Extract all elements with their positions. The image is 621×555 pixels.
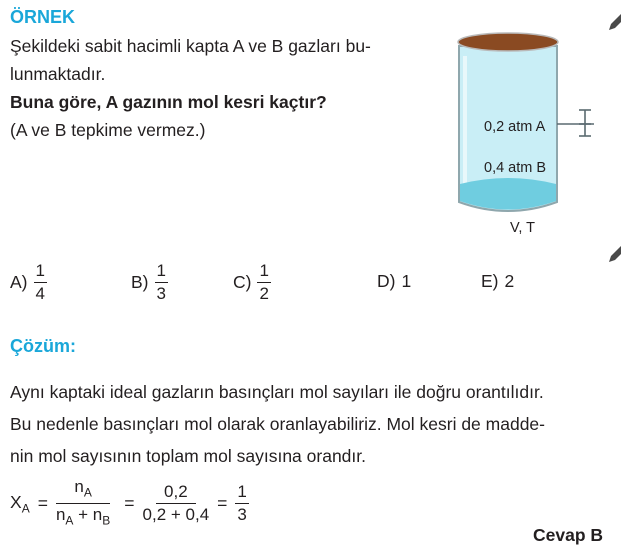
question-prompt: Buna göre, A gazının mol kesri kaçtır? — [10, 92, 327, 112]
example-heading: ÖRNEK — [10, 7, 76, 27]
question-note: (A ve B tepkime vermez.) — [10, 120, 206, 140]
option-a-letter: A) — [10, 272, 28, 292]
pen-icon — [609, 14, 621, 30]
solution-line-2: Bu nedenle basınçları mol olarak oranlayabiliriz. Mol kesri de madde- — [10, 414, 545, 434]
option-c-letter: C) — [233, 272, 252, 292]
liquid-layer — [460, 178, 556, 210]
gas-container-figure — [440, 20, 621, 240]
option-b-letter: B) — [131, 272, 149, 292]
formula-lhs: $X_A$ — [10, 492, 30, 516]
pen-icon — [609, 246, 621, 262]
option-a-fraction — [34, 262, 47, 303]
solution-heading: Çözüm: — [10, 336, 76, 356]
valve-icon — [557, 110, 594, 136]
margin-pen-icons — [601, 14, 621, 274]
gas-a-label: 0,2 atm A — [484, 119, 546, 135]
question-line-2: lunmaktadır. — [10, 64, 106, 84]
answer-label: Cevap B — [533, 525, 604, 545]
conditions-label: V, T — [510, 220, 535, 236]
formula-fraction-result: $\frac{1}{3}$ — [237, 482, 247, 525]
solution-line-1: Aynı kaptaki ideal gazların basınçları mol sayıları ile doğru orantılıdır. — [10, 382, 544, 402]
option-d[interactable] — [377, 271, 411, 292]
formula-equals-3: = — [217, 493, 228, 514]
question-line-1: Şekildeki sabit hacimli kapta A ve B gazları bu- — [10, 36, 371, 56]
option-b[interactable] — [131, 262, 168, 303]
option-c-numerator: 1 — [257, 262, 270, 283]
option-c[interactable] — [233, 262, 271, 303]
option-d-value: 1 — [401, 271, 412, 291]
option-a-numerator: 1 — [34, 262, 47, 283]
formula-equals-2: = — [124, 493, 135, 514]
option-b-fraction — [155, 262, 168, 303]
question-text — [10, 32, 371, 144]
formula-fraction-symbolic: $\frac{n_A}{n_A + n_B}$ — [55, 477, 111, 528]
option-e[interactable] — [481, 271, 514, 292]
option-c-fraction — [257, 262, 270, 303]
option-d-letter: D) — [377, 271, 396, 291]
formula-equals-1: = — [37, 493, 48, 514]
formula-fraction-numeric: $\frac{0,2}{0,2 + 0,4}$ — [142, 482, 210, 525]
gas-b-label: 0,4 atm B — [484, 160, 547, 176]
container-lid — [458, 33, 558, 51]
solution-text — [10, 376, 545, 472]
option-b-denominator: 3 — [156, 284, 166, 303]
mole-fraction-formula — [10, 478, 249, 530]
option-a-denominator: 4 — [35, 284, 45, 303]
option-a[interactable] — [10, 262, 47, 303]
option-c-denominator: 2 — [259, 284, 269, 303]
option-e-value: 2 — [504, 271, 515, 291]
option-b-numerator: 1 — [155, 262, 168, 283]
option-e-letter: E) — [481, 271, 499, 291]
solution-line-3: nin mol sayısının toplam mol sayısına orandır. — [10, 446, 366, 466]
